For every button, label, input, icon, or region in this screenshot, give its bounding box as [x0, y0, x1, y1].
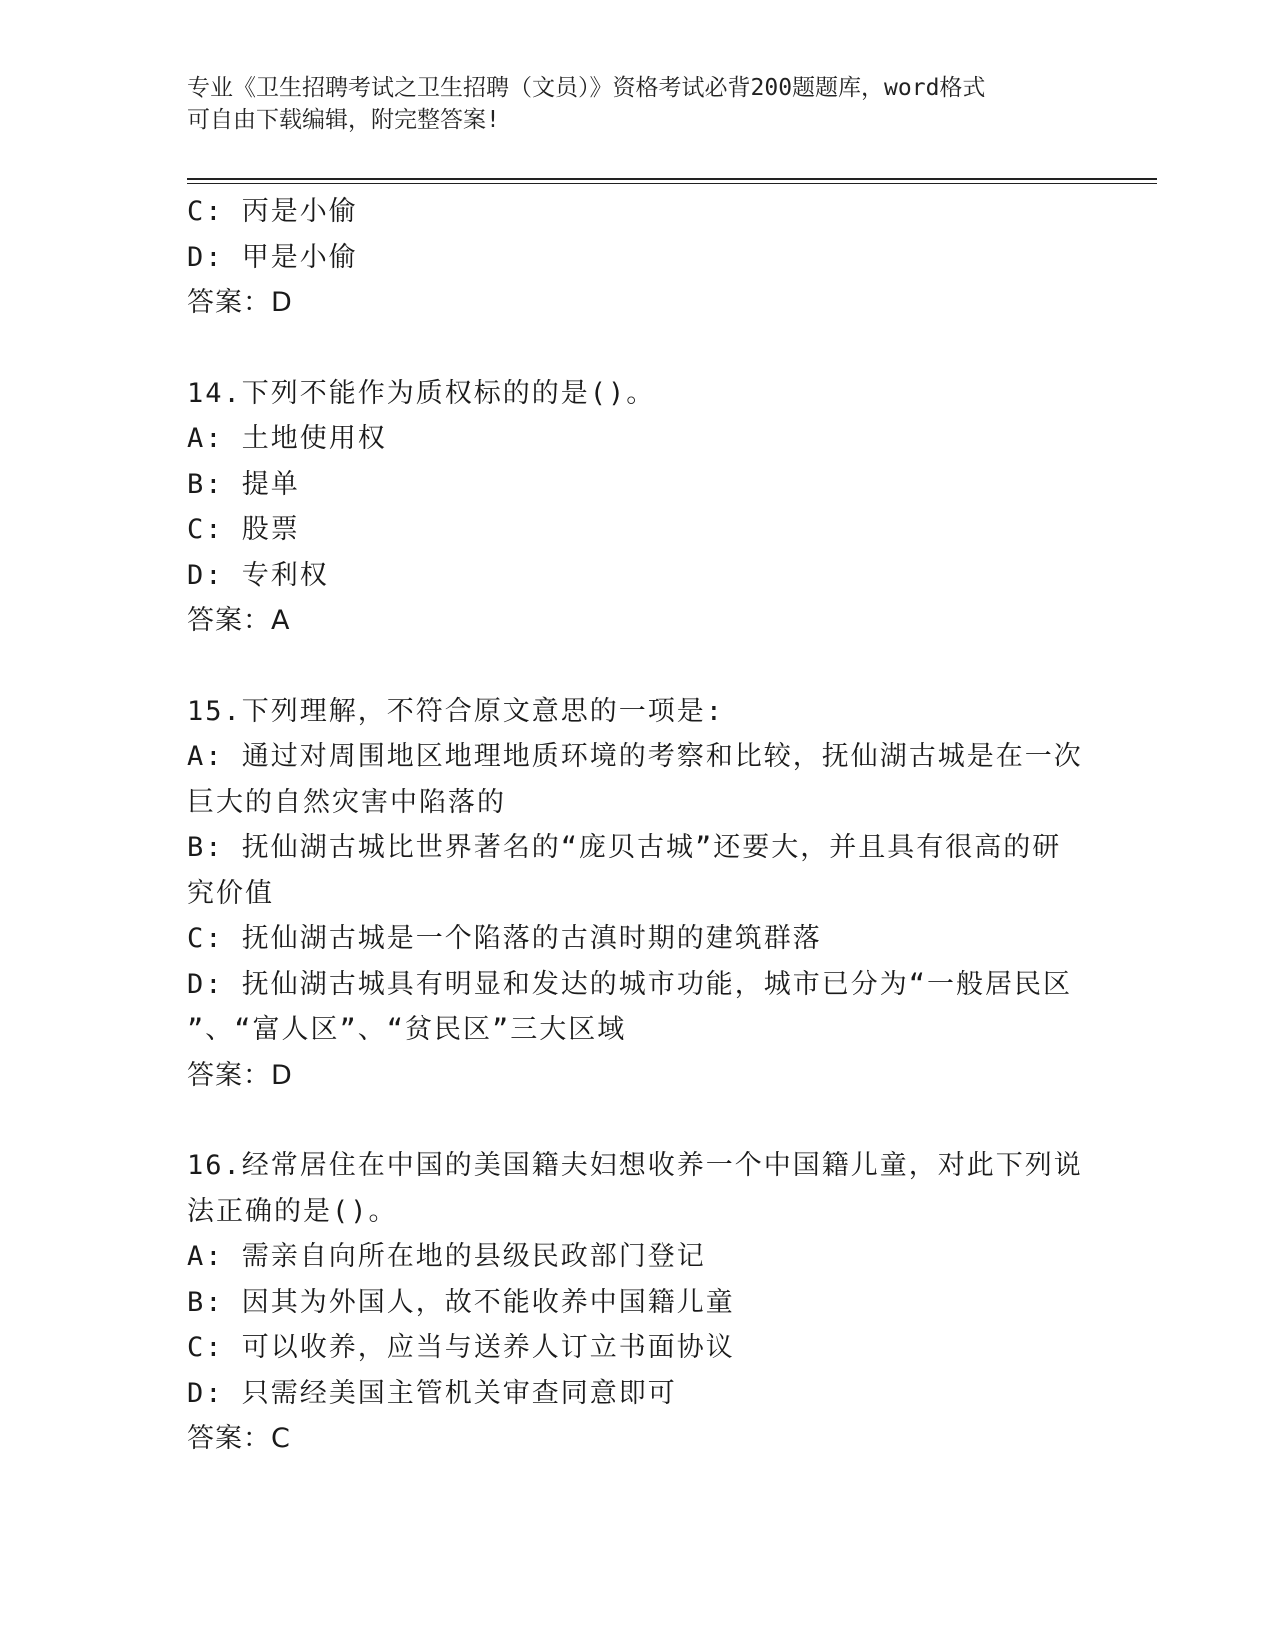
question-stem-continued: 法正确的是()。: [187, 1195, 398, 1227]
option-line: B: 提单: [187, 468, 300, 500]
question-stem: 14.下列不能作为质权标的的是()。: [187, 377, 656, 409]
answer-line: 答案：A: [187, 605, 291, 636]
option-line: C: 股票: [187, 514, 300, 545]
option-line: C: 可以收养，应当与送养人订立书面协议: [187, 1332, 735, 1363]
question-block-15: [187, 689, 1087, 1099]
document-header: [187, 72, 1087, 136]
option-line: A: 需亲自向所在地的县级民政部门登记: [187, 1241, 706, 1272]
option-line: C: 抚仙湖古城是一个陷落的古滇时期的建筑群落: [187, 923, 822, 954]
header-line-1: 专业《卫生招聘考试之卫生招聘（文员）》资格考试必背200题题库，word格式: [187, 75, 986, 101]
carry-over-block: [187, 189, 1087, 326]
question-block-16: [187, 1143, 1087, 1462]
header-line-2: 可自由下载编辑，附完整答案!: [187, 107, 500, 133]
question-stem: 16.经常居住在中国的美国籍夫妇想收养一个中国籍儿童，对此下列说: [187, 1150, 1083, 1181]
answer-line: 答案：D: [187, 1059, 293, 1091]
option-line: B: 因其为外国人，故不能收养中国籍儿童: [187, 1286, 735, 1318]
question-stem: 15.下列理解，不符合原文意思的一项是:: [187, 695, 725, 727]
header-rule-thin: [187, 183, 1157, 184]
option-line: D: 抚仙湖古城具有明显和发达的城市功能，城市已分为“一般居民区: [187, 968, 1073, 1000]
option-line: B: 抚仙湖古城比世界著名的“庞贝古城”还要大，并且具有很高的研: [187, 832, 1062, 863]
option-line-continued: ”、“富人区”、“贫民区”三大区域: [187, 1014, 627, 1045]
option-line: C: 丙是小偷: [187, 196, 358, 227]
option-line: A: 土地使用权: [187, 423, 387, 454]
option-line-continued: 究价值: [187, 877, 274, 909]
answer-line: 答案：C: [187, 1423, 291, 1454]
option-line: A: 通过对周围地区地理地质环境的考察和比较，抚仙湖古城是在一次: [187, 741, 1083, 772]
answer-line: 答案：D: [187, 287, 293, 318]
question-block-14: [187, 371, 1087, 644]
option-line-continued: 巨大的自然灾害中陷落的: [187, 786, 506, 818]
option-line: D: 专利权: [187, 559, 329, 591]
header-rule-thick: [187, 178, 1157, 180]
option-line: D: 甲是小偷: [187, 241, 358, 273]
question-content: [187, 189, 1087, 1462]
option-line: D: 只需经美国主管机关审查同意即可: [187, 1377, 677, 1409]
